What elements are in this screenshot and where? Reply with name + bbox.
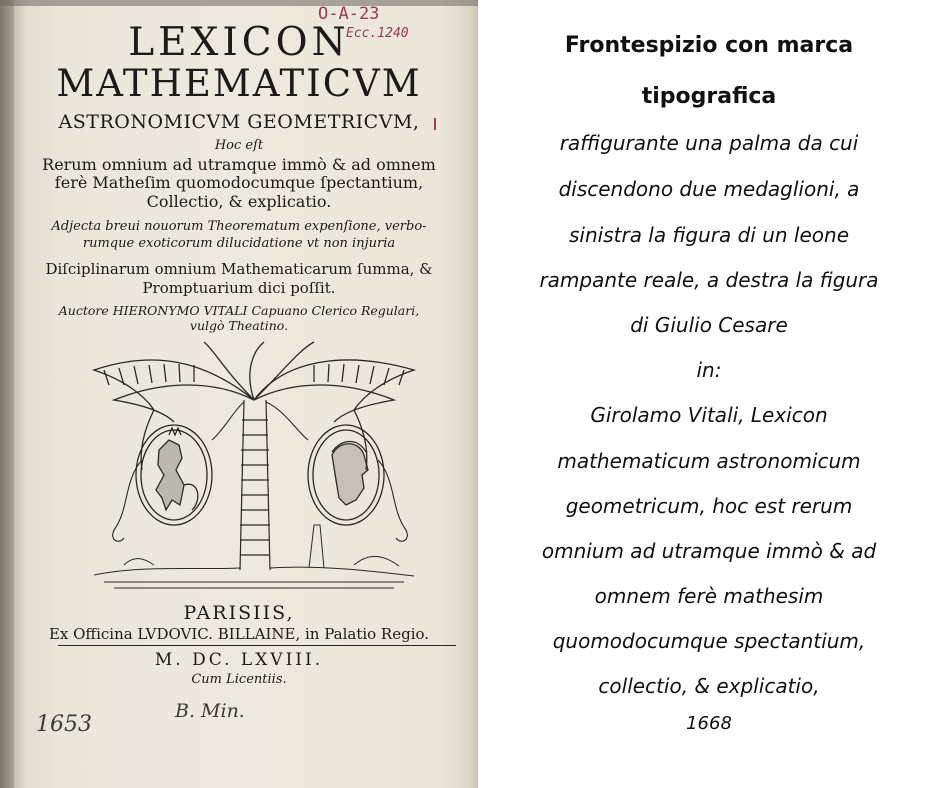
title-lexicon: LEXICON <box>128 20 350 65</box>
printers-mark-woodcut <box>84 340 424 592</box>
author-line: vulgò Theatino. <box>189 318 289 333</box>
caption-line: omnium ad utramque immò & ad <box>541 539 877 563</box>
landscape <box>94 525 414 588</box>
imprint-place: PARISIIS, <box>183 602 295 624</box>
handwritten-number: 1653 <box>36 712 92 737</box>
shelfmark-stamp: O-A-23 <box>318 4 380 24</box>
caption-line: raffigurante una palma da cui <box>559 131 859 155</box>
title-text-line: Rerum omnium ad utramque immò & ad omnem <box>42 155 436 174</box>
palm-trunk <box>240 400 270 570</box>
caption-line: rampante reale, a destra la figura <box>539 268 879 292</box>
title-text-line: Adjecta breui nouorum Theorematum expenſione, verbo- <box>51 219 427 234</box>
left-medallion-lion <box>136 425 212 525</box>
caption-line: geometricum, hoc est rerum <box>565 494 853 518</box>
right-medallion-caesar <box>308 425 384 525</box>
ink-mark <box>434 118 436 130</box>
title-text-line: ferè Matheſim quomodocumque ſpectantium, <box>54 173 424 192</box>
handwritten-note: B. Min. <box>175 700 245 722</box>
caption-line: di Giulio Cesare <box>630 313 788 337</box>
caption-line: discendono due medaglioni, a <box>558 177 860 201</box>
caption-title-line-1: Frontespizio con marca <box>564 33 854 58</box>
page-top-shadow <box>0 0 478 6</box>
caption-title-line-2: tipografica <box>641 84 777 109</box>
title-text-line: rumque exoticorum dilucidatione vt non injuria <box>82 236 396 251</box>
caption-line: Girolamo Vitali, Lexicon <box>590 403 828 427</box>
imprint-rule <box>58 645 456 646</box>
caption-line: quomodocumque spectantium, <box>552 629 866 653</box>
caption-line: sinistra la figura di un leone <box>569 223 849 247</box>
title-text-line: Collectio, & explicatio. <box>146 192 332 211</box>
caption-line: collectio, & explicatio, <box>598 674 820 698</box>
author-line: Auctore HIERONYMO VITALI Capuano Clerico Regulari, <box>58 303 420 318</box>
subtitle-astronomicum: ASTRONOMICVM GEOMETRICVM, <box>58 111 420 133</box>
imprint-printer: Ex Officina LVDOVIC. BILLAINE, in Palatio Regio. <box>48 625 430 643</box>
caption-line: omnem ferè mathesim <box>594 584 824 608</box>
library-number-stamp: Ecc.1240 <box>346 26 409 41</box>
caption-line: mathematicum astronomicum <box>557 449 861 473</box>
title-text-line: Promptuarium dici poſſit. <box>142 279 336 297</box>
title-text-line: Diſciplinarum omnium Mathematicarum ſumma, & <box>45 260 433 278</box>
title-mathematicum: MATHEMATICVM <box>56 62 422 105</box>
caption-year: 1668 <box>686 713 732 734</box>
hoc-est-line: Hoc eſt <box>214 138 264 153</box>
imprint-date: M. DC. LXVIII. <box>154 650 324 670</box>
caption-line: in: <box>696 358 722 382</box>
imprint-license: Cum Licentiis. <box>191 672 287 687</box>
